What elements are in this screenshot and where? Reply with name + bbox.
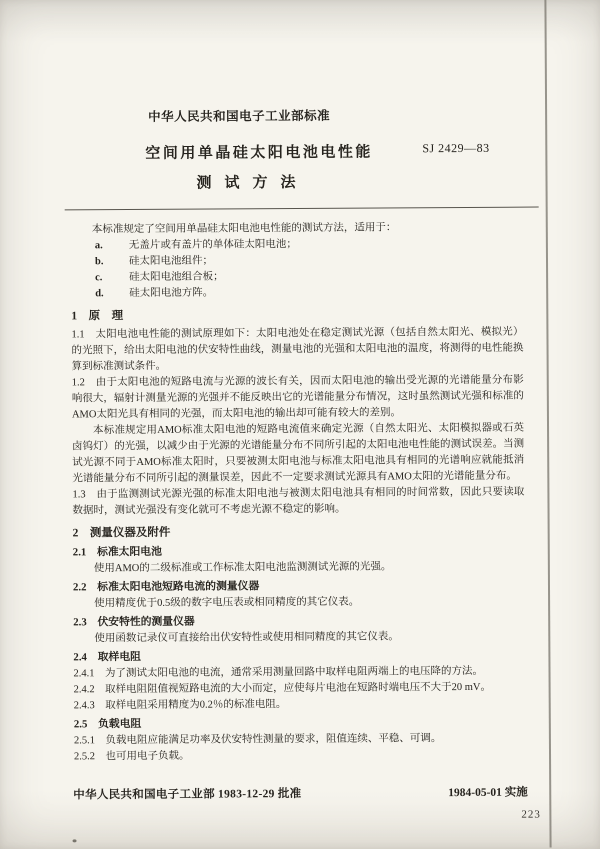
list-item-label: b.	[94, 256, 104, 268]
paragraph: 1.1 太阳电池电性能的测试原理如下：太阳电池处在稳定测试光源（包括自然太阳光、模拟光）的光照下，给出太阳电池的伏安特性曲线，测量电池的光强和太阳电池的温度，将测得的电性能换算到标准测试条件。	[71, 326, 524, 373]
paragraph: 使用函数记录仪可直接给出伏安特性或使用相同精度的其它仪表。	[94, 631, 399, 645]
standard-org-header: 中华人民共和国电子工业部标准	[148, 108, 331, 124]
scan-artifact-speck	[73, 839, 77, 842]
paragraph: 2.5.2 也可用电子负载。	[73, 750, 190, 763]
list-item-label: d.	[95, 288, 104, 300]
section-heading: 2 测量仪器及附件	[72, 526, 171, 540]
approval-note: 中华人民共和国电子工业部 1983-12-29 批准	[73, 787, 302, 802]
paragraph: 1.2 由于太阳电池的短路电流与光源的波长有关，因而太阳电池的输出受光源的光谱能量分布影响很大，辐射计测量光源的光强并不能反映出它的光谱能量分布情况，这时虽然测试光强和标准的AMO太阳光具有相同的光强，而太阳电池的输出却可能有较大的差别。	[71, 374, 524, 421]
subsection-heading: 2.4 取样电阻	[73, 650, 141, 664]
list-item-text: 无盖片或有盖片的单体硅太阳电池；	[128, 239, 297, 252]
paragraph: 2.5.1 负载电阻应能满足功率及伏安特性测量的要求，阻值连续、平稳、可调。	[73, 733, 442, 747]
paragraph: 使用精度优于0.5级的数字电压表或相同精度的其它仪表。	[94, 596, 360, 610]
paragraph: 2.4.3 取样电阻采用精度为0.2％的标准电阻。	[73, 699, 287, 712]
paragraph: 2.4.1 为了测试太阳电池的电流，通常采用测量回路中取样电阻两端上的电压降的方法。	[73, 665, 484, 680]
page-number: 223	[521, 808, 541, 821]
document-title-line1: 空间用单晶硅太阳电池电性能	[145, 144, 373, 162]
implementation-note: 1984-05-01 实施	[448, 786, 528, 800]
title-divider-rule	[65, 207, 539, 211]
document-body	[71, 220, 526, 766]
document-title-line2: 测试方法	[196, 174, 309, 192]
section-heading: 1 原 理	[71, 310, 124, 323]
paragraph: 使用AMO的二级标准或工作标准太阳电池监测测试光源的光强。	[93, 561, 392, 575]
paragraph: 本标准规定了空间用单晶硅太阳电池电性能的测试方法，适用于：	[91, 222, 397, 236]
list-item-text: 硅太阳电池方阵。	[129, 287, 214, 300]
paragraph: 1.3 由于监测测试光源光强的标准太阳电池与被测太阳电池具有相同的时间常数，因此只要读取数据时，测试光强没有变化就可不考虑光源不稳定的影响。	[72, 486, 525, 517]
paragraph: 本标准规定用AMO标准太阳电池的短路电流值来确定光源（自然太阳光、太阳模拟器或石英卤钨灯）的光强，以减少由于光源的光谱能量分布不同所引起的太阳电池电性能的测试误差。当测试光源不同于AMO标准太阳时，只要被测太阳电池与标准太阳电池具有相同的光谱响应就能抵消光谱能量分布不同所引起的测量误差，因此不一定要求测试光源具有AMO太阳的光谱能量分布。	[72, 422, 525, 485]
list-item-label: c.	[95, 272, 103, 284]
subsection-heading: 2.5 负载电阻	[73, 717, 142, 731]
subsection-heading: 2.1 标准太阳电池	[72, 545, 162, 559]
binding-edge-line	[544, 0, 551, 847]
list-item-text: 硅太阳电池组件；	[128, 255, 214, 268]
paragraph: 2.4.2 取样电阻阻值视短路电流的大小而定，应使每片电池在短路时端电压不大于20 mV。	[73, 681, 492, 696]
subsection-heading: 2.3 伏安特性的测量仪器	[73, 615, 195, 629]
list-item-text: 硅太阳电池组合板；	[129, 271, 224, 284]
scope-list-item	[71, 284, 523, 303]
subsection-heading: 2.2 标准太阳电池短路电流的测量仪器	[72, 580, 260, 594]
standard-code: SJ 2429—83	[422, 140, 490, 156]
list-item-label: a.	[94, 240, 103, 252]
